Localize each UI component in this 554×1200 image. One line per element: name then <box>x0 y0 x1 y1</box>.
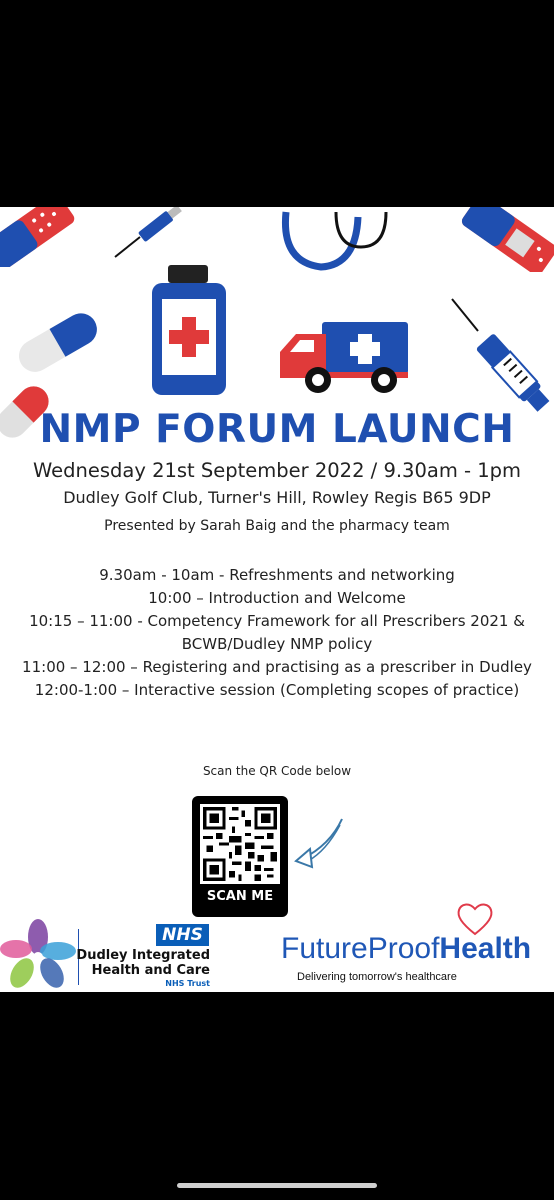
bandage-icon <box>454 207 554 272</box>
agenda-item: BCWB/Dudley NMP policy <box>181 635 373 653</box>
event-presenter: Presented by Sarah Baig and the pharmacy team <box>104 518 450 534</box>
stethoscope-icon <box>276 207 396 277</box>
futureproof-logo-bold: Health <box>439 932 532 965</box>
event-date-time: Wednesday 21st September 2022 / 9.30am - 1pm <box>32 459 522 482</box>
futureproof-logo-light: FutureProof <box>281 932 440 965</box>
dudley-logo-line: Dudley Integrated <box>76 948 210 963</box>
agenda-item: 9.30am - 10am - Refreshments and networking <box>99 566 455 584</box>
futureproof-logo <box>281 932 531 966</box>
agenda-item: 11:00 – 12:00 – Registering and practising as a prescriber in Dudley <box>22 658 532 676</box>
event-title: NMP FORUM LAUNCH <box>39 407 515 452</box>
arrow-icon <box>290 815 350 875</box>
agenda-item: 10:15 – 11:00 - Competency Framework for all Prescribers 2021 & <box>29 612 525 630</box>
scan-me-label: SCAN ME <box>206 889 274 904</box>
futureproof-tagline: Delivering tomorrow's healthcare <box>297 971 457 983</box>
qr-code-icon[interactable] <box>200 804 280 884</box>
ambulance-icon <box>278 320 413 400</box>
bandage-icon <box>0 207 80 267</box>
event-poster <box>0 207 554 992</box>
event-venue: Dudley Golf Club, Turner's Hill, Rowley Regis B65 9DP <box>63 488 491 507</box>
qr-code-card[interactable] <box>192 796 288 917</box>
nhs-badge: NHS <box>156 924 209 946</box>
agenda-item: 10:00 – Introduction and Welcome <box>148 589 406 607</box>
scan-caption: Scan the QR Code below <box>202 764 352 778</box>
syringe-icon <box>110 207 190 262</box>
home-indicator[interactable] <box>177 1183 377 1188</box>
pill-capsule-icon <box>10 312 105 372</box>
medicine-bottle-icon <box>148 265 230 397</box>
agenda-item: 12:00-1:00 – Interactive session (Completing scopes of practice) <box>34 681 520 699</box>
flower-logo-icon <box>0 919 76 991</box>
dudley-logo-line: NHS Trust <box>165 979 210 988</box>
dudley-logo-line: Health and Care <box>91 963 210 978</box>
